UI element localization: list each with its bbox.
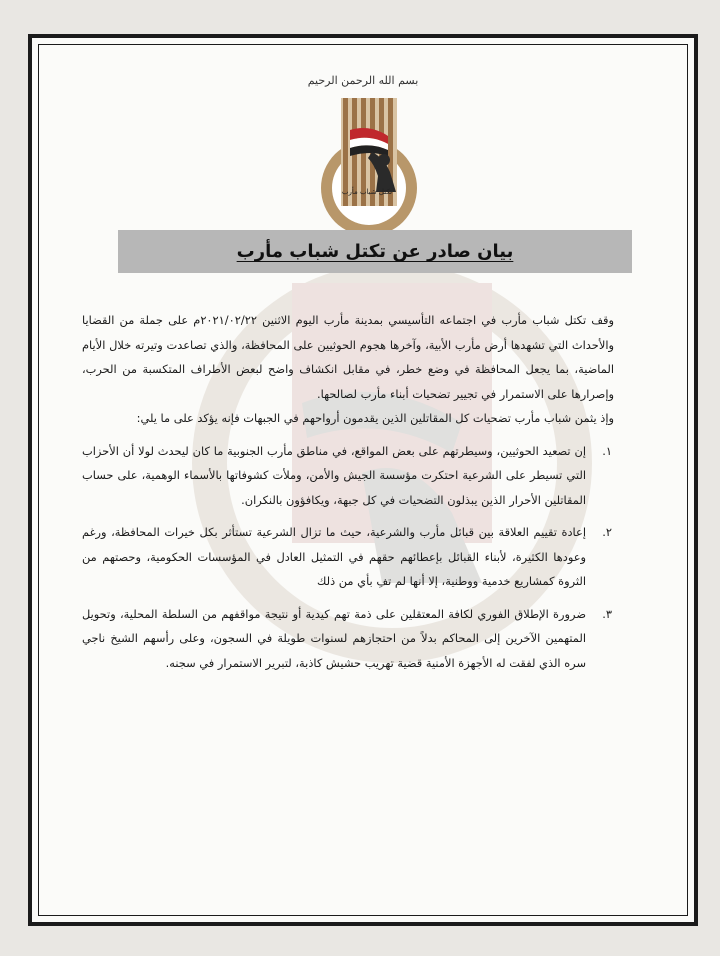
list-item	[82, 602, 614, 676]
title-band	[118, 230, 632, 273]
intro-paragraph: وقف تكتل شباب مأرب في اجتماعه التأسيسي بمدينة مأرب اليوم الاثنين ٢٠٢١/٠٢/٢٢م على جملة من القضايا والأحداث التي تشهدها أرض مأرب الأبية، وآخرها هجوم الحوثيين على المحافظة، والذي تصاعدت وتيرته خلال الأيام الماضية، بما يجعل المحافظة في وضع خطر، في مقابل انكشاف واضح لبعض الأطراف المتكسبة من الحرب، وإصرارها على الاستمرار في تجيير تضحيات أبناء مأرب لصالحها.	[82, 313, 614, 401]
list-item-number: ٢.	[602, 525, 612, 539]
organization-logo	[316, 92, 422, 240]
list-item-text: إعادة تقييم العلاقة بين قبائل مأرب والشرعية، حيث ما تزال الشرعية تستأثر بكل خيرات المحافظة، ورغم وعودها الكثيرة، لأبناء القبائل بإعطائهم حقهم في التمثيل العادل في المؤسسات الحكومية، وحصتهم من الثروة كمشاريع خدمية ووطنية، إلا أنها لم تفِ بأي من ذلك	[82, 525, 586, 588]
logo-caption: تكتل شباب مأرب	[341, 188, 393, 196]
lead-paragraph: وإذ يثمن شباب مأرب تضحيات كل المقاتلين الذين يقدمون أرواحهم في الجبهات فإنه يؤكد على ما يلي:	[136, 411, 614, 425]
list-item-text: إن تصعيد الحوثيين، وسيطرتهم على بعض المواقع، في مناطق مأرب الجنوبية ما كان ليحدث لولا أن الأحزاب التي تسيطر على الشرعية احتكرت مؤسسة الجيش والأمن، وملأت كشوفاتها بالأسماء الوهمية، على حساب المقاتلين الأحرار الذين يبذلون التضحيات في كل جبهة، ويكافؤون بالنكران.	[82, 443, 586, 507]
list-item	[82, 520, 614, 594]
statement-body	[82, 308, 614, 683]
list-item-number: ٣.	[602, 606, 612, 621]
list-item	[82, 439, 614, 513]
list-item-text: ضرورة الإطلاق الفوري لكافة المعتقلين على ذمة تهم كيدية أو نتيجة مواقفهم من السلطة المحلية، وتحويل المتهمين الآخرين إلى المحاكم بدلاً من احتجازهم لسنوات طويلة في السجون، وعلى رأسهم الشيخ ناجي سره الذي لفقت له الأجهزة الأمنية قضية تهريب حشيش كاذبة، لتبرير الاستمرار في سجنه.	[82, 606, 586, 670]
document-frame	[28, 34, 698, 926]
document-title: بيان صادر عن تكتل شباب مأرب	[236, 241, 514, 262]
basmala: بسم الله الرحمن الرحيم	[307, 74, 419, 87]
list-item-number: ١.	[602, 443, 612, 458]
points-list	[82, 439, 614, 676]
